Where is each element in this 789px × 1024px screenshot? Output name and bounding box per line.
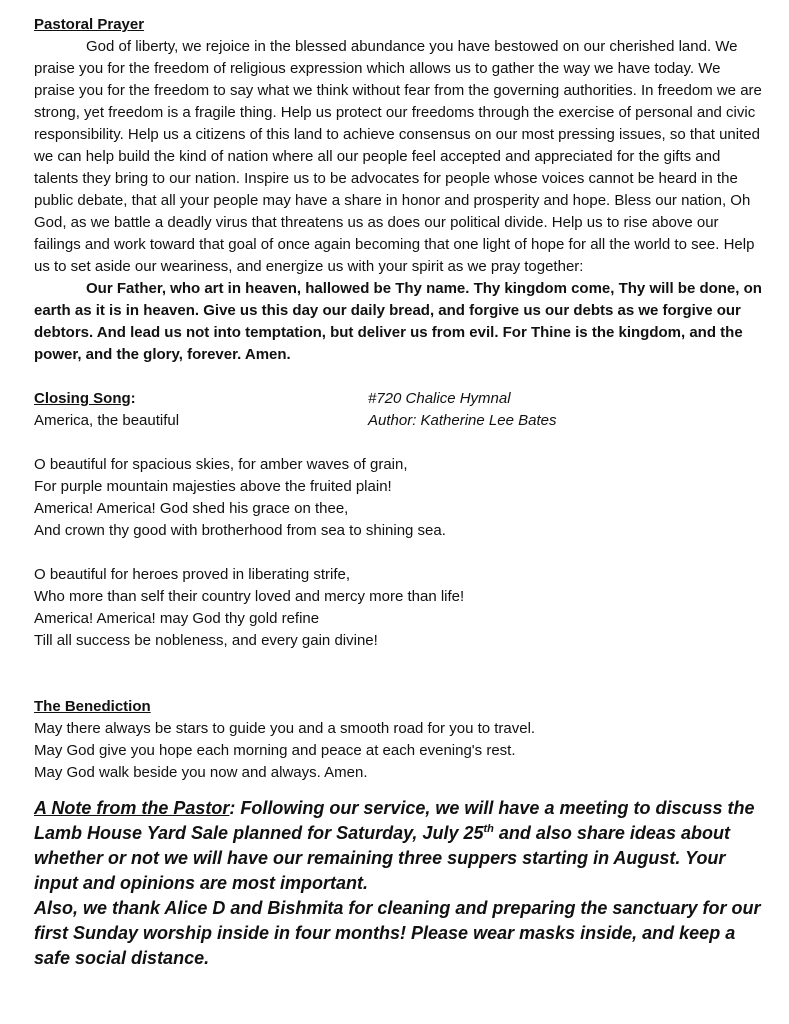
spacer	[34, 366, 764, 388]
hymnal-number: #720 Chalice Hymnal	[368, 390, 511, 407]
verse-line: America! America! God shed his grace on thee,	[34, 500, 349, 517]
verse-line: Till all success be nobleness, and every gain divine!	[34, 632, 378, 649]
verse-line: Who more than self their country loved and mercy more than life!	[34, 588, 465, 605]
closing-song-colon: :	[130, 390, 136, 407]
closing-song-section	[34, 388, 764, 652]
pastor-note-text-1: Following our service, we will have a meeting to discuss the Lamb House Yard Sale planned for Saturday, July 25	[34, 798, 755, 843]
spacer	[34, 652, 764, 674]
pastor-note-section	[34, 796, 764, 971]
verse-line: America! America! may God thy gold refine	[34, 610, 320, 627]
song-verse-1	[34, 454, 764, 542]
closing-song-header-row	[34, 388, 764, 410]
song-title: America, the beautiful	[34, 412, 180, 429]
pastor-note-label: A Note from the Pastor	[34, 798, 230, 818]
spacer	[34, 542, 764, 564]
spacer	[34, 784, 764, 796]
pastoral-prayer-heading: Pastoral Prayer	[34, 16, 145, 33]
pastor-note-text-2: and also share ideas about whether or not we will have our remaining three suppers starting in August. Your input and opinions are most important.	[34, 823, 730, 893]
verse-line: O beautiful for spacious skies, for amber waves of grain,	[34, 456, 408, 473]
closing-song-title-row	[34, 410, 764, 432]
pastoral-prayer-text: God of liberty, we rejoice in the blessed abundance you have bestowed on our cherished land. We praise you for the freedom of religious expression which allows us to gather the way we have today. We praise you for the freedom to say what we think without fear from the governing authorities. In freedom we are strong, yet freedom is a fragile thing. Help us protect our freedoms through the exercise of personal and civic responsibility. Help us a citizens of this land to achieve consensus on our most pressing issues, so that united we can help build the kind of nation where all our people feel accepted and appreciated for the gifts and talents they bring to our nation. Inspire us to be advocates for people whose voices cannot be heard in the public debate, that all your people may have a share in honor and prosperity and hope. Bless our nation, Oh God, as we battle a deadly virus that threatens us as does our political divide. Help us to rise above our failings and work toward that goal of once again becoming that one light of hope for all the world to see. Help us to set aside our weariness, and energize us with your spirit as we pray together:	[34, 38, 762, 275]
benediction-heading: The Benediction	[34, 698, 151, 715]
verse-line: O beautiful for heroes proved in liberating strife,	[34, 566, 351, 583]
benediction-line: May there always be stars to guide you and a smooth road for you to travel.	[34, 720, 536, 737]
song-author: Author: Katherine Lee Bates	[368, 412, 557, 429]
pastor-note-superscript: th	[483, 823, 494, 835]
spacer	[34, 674, 764, 696]
song-verse-2	[34, 564, 764, 652]
bulletin-page	[34, 14, 764, 971]
verse-line: And crown thy good with brotherhood from sea to shining sea.	[34, 522, 446, 539]
pastor-note-paragraph	[34, 796, 764, 896]
benediction-section	[34, 696, 764, 784]
verse-line: For purple mountain majesties above the fruited plain!	[34, 478, 392, 495]
benediction-line: May God give you hope each morning and peace at each evening's rest.	[34, 742, 516, 759]
spacer	[34, 432, 764, 454]
pastor-note-thanks: Also, we thank Alice D and Bishmita for cleaning and preparing the sanctuary for our first Sunday worship inside in four months! Please wear masks inside, and keep a safe social distance.	[34, 898, 761, 968]
lords-prayer-text: Our Father, who art in heaven, hallowed be Thy name. Thy kingdom come, Thy will be done, on earth as it is in heaven. Give us this day our daily bread, and forgive us our debts as we forgive our debtors. And lead us not into temptation, but deliver us from evil. For Thine is the kingdom, and the power, and the glory, forever. Amen.	[34, 280, 762, 363]
pastoral-prayer-section	[34, 14, 764, 366]
closing-song-heading-cell	[34, 388, 368, 410]
pastor-note-colon: :	[229, 798, 236, 818]
benediction-line: May God walk beside you now and always. Amen.	[34, 764, 368, 781]
closing-song-heading: Closing Song	[34, 390, 131, 407]
benediction-lines	[34, 718, 764, 784]
